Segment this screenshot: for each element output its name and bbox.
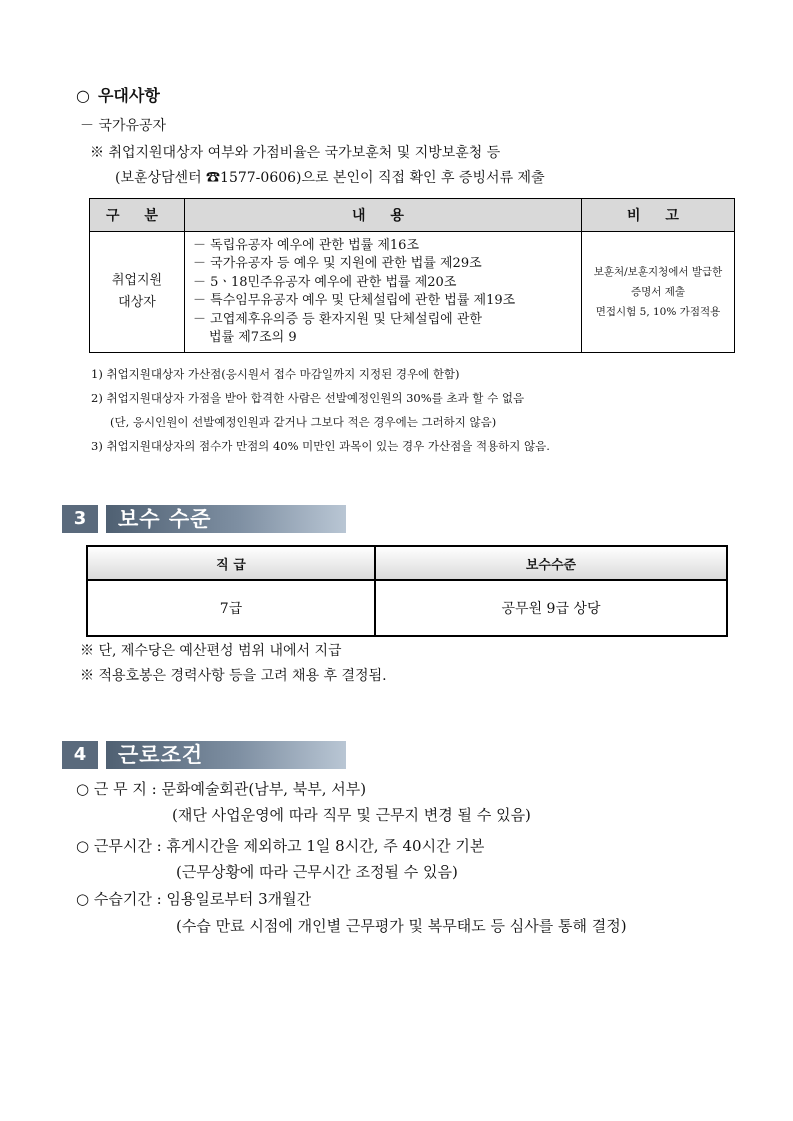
preference-title bbox=[76, 83, 160, 106]
section-number: 3 bbox=[62, 505, 98, 533]
circle-bullet-icon: ○ bbox=[76, 837, 90, 855]
table-cell-category bbox=[90, 232, 185, 353]
footnote-1: 1) 취업지원대상자 가산점(응시원서 접수 마감일까지 지정된 경우에 한함) bbox=[91, 367, 460, 381]
preference-note-2: (보훈상담센터 ☎1577-0606)으로 본인이 직접 확인 후 증빙서류 제출 bbox=[115, 170, 545, 186]
salary-header-grade: 직 급 bbox=[87, 546, 375, 580]
content-line: － 특수임무유공자 예우 및 단체설립에 관한 법률 제19조 bbox=[193, 293, 516, 308]
content-line: － 독립유공자 예우에 관한 법률 제16조 bbox=[193, 237, 420, 253]
section-number: 4 bbox=[62, 741, 98, 769]
circle-bullet-icon: ○ bbox=[76, 780, 90, 798]
salary-header-level: 보수수준 bbox=[375, 546, 727, 580]
section-4-heading bbox=[62, 741, 352, 769]
work-item-text: 근 무 지 : 문화예술회관(남부, 북부, 서부) bbox=[93, 780, 367, 798]
salary-note-2: ※ 적용호봉은 경력사항 등을 고려 채용 후 결정됨. bbox=[80, 668, 387, 684]
section-title: 보수 수준 bbox=[106, 505, 346, 533]
preference-table bbox=[89, 198, 735, 353]
work-item-hours bbox=[76, 835, 484, 856]
salary-cell-level: 공무원 9급 상당 bbox=[375, 580, 727, 636]
content-line: － 5ㆍ18민주유공자 예우에 관한 법률 제20조 bbox=[193, 274, 457, 290]
remark-line: 증명서 제출 bbox=[630, 286, 686, 298]
footnote-2-cont: (단, 응시인원이 선발예정인원과 같거나 그보다 적은 경우에는 그러하지 않음) bbox=[110, 415, 497, 429]
footnote-2: 2) 취업지원대상자 가점을 받아 합격한 사람은 선발예정인원의 30%를 초과 할 수 없음 bbox=[91, 391, 525, 405]
table-header-remark: 비 고 bbox=[582, 199, 735, 232]
table-cell-remark bbox=[582, 232, 735, 353]
circle-bullet-icon: ○ bbox=[76, 890, 90, 908]
work-item-location bbox=[76, 778, 366, 799]
table-header-content: 내 용 bbox=[185, 199, 582, 232]
work-item-probation bbox=[76, 888, 311, 909]
work-item-sub: (재단 사업운영에 따라 직무 및 근무지 변경 될 수 있음) bbox=[172, 806, 531, 824]
footnote-3: 3) 취업지원대상자의 점수가 만점의 40% 미만인 과목이 있는 경우 가산점을 적용하지 않음. bbox=[91, 439, 550, 453]
content-line: － 고엽제후유의증 등 환자지원 및 단체설립에 관한 bbox=[193, 311, 482, 327]
category-line: 대상자 bbox=[118, 295, 156, 310]
section-title: 근로조건 bbox=[106, 741, 346, 769]
preference-title-text: 우대사항 bbox=[97, 86, 160, 105]
preference-subtitle: － 국가유공자 bbox=[80, 118, 167, 134]
category-line: 취업지원 bbox=[111, 273, 163, 288]
remark-line: 면접시험 5, 10% 가점적용 bbox=[595, 306, 721, 318]
salary-table bbox=[86, 545, 728, 637]
salary-note-1: ※ 단, 제수당은 예산편성 범위 내에서 지급 bbox=[80, 643, 342, 659]
circle-bullet-icon: ○ bbox=[76, 86, 90, 105]
work-item-text: 근무시간 : 휴게시간을 제외하고 1일 8시간, 주 40시간 기본 bbox=[93, 837, 485, 855]
work-item-sub: (근무상황에 따라 근무시간 조정될 수 있음) bbox=[176, 863, 458, 881]
section-3-heading bbox=[62, 505, 352, 533]
remark-line: 보훈처/보훈지청에서 발급한 bbox=[593, 266, 723, 278]
table-cell-content bbox=[185, 232, 582, 353]
content-line: 법률 제7조의 9 bbox=[209, 330, 297, 345]
work-item-text: 수습기간 : 임용일로부터 3개월간 bbox=[93, 890, 312, 908]
content-line: － 국가유공자 등 예우 및 지원에 관한 법률 제29조 bbox=[193, 256, 482, 271]
table-header-category: 구 분 bbox=[90, 199, 185, 232]
salary-cell-grade: 7급 bbox=[87, 580, 375, 636]
work-item-sub: (수습 만료 시점에 개인별 근무평가 및 복무태도 등 심사를 통해 결정) bbox=[176, 917, 627, 935]
preference-note-1: ※ 취업지원대상자 여부와 가점비율은 국가보훈처 및 지방보훈청 등 bbox=[90, 145, 501, 161]
